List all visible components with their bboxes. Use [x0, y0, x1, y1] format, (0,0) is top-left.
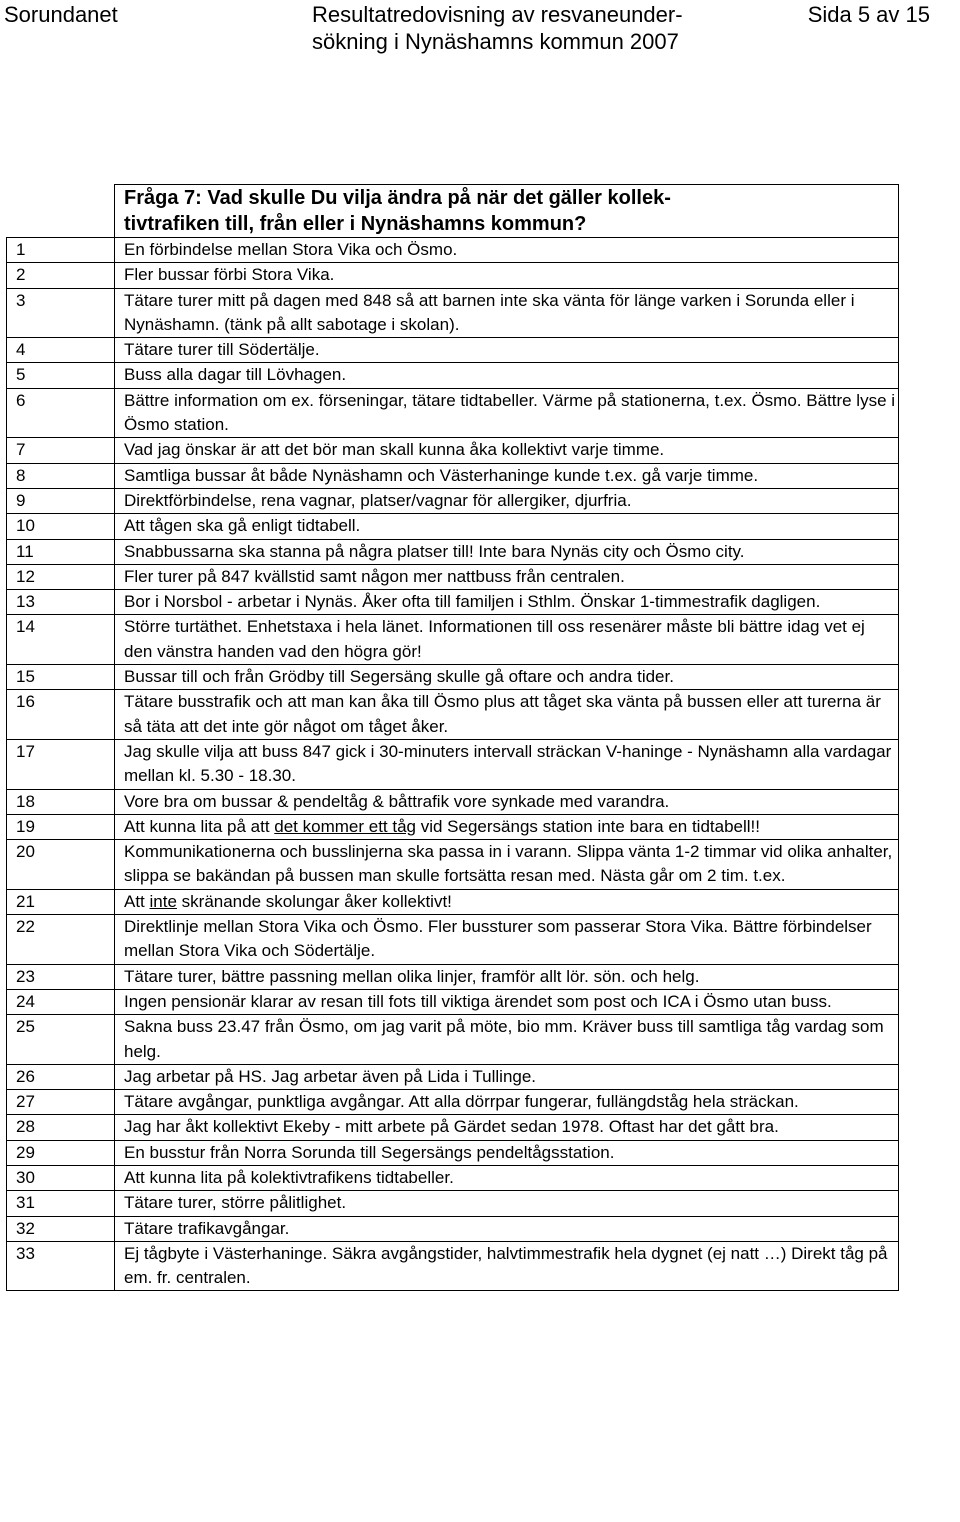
table-row [7, 388, 899, 438]
row-answer [115, 889, 899, 914]
row-answer: Tätare avgångar, punktliga avgångar. Att alla dörrpar fungerar, fullängdståg hela sträckan. [115, 1090, 899, 1115]
row-answer: Bussar till och från Grödby till Segersäng skulle gå oftare och andra tider. [115, 665, 899, 690]
row-number: 15 [7, 665, 115, 690]
table-row [7, 288, 899, 338]
table-row [7, 1191, 899, 1216]
header-title-line2: sökning i Nynäshamns kommun 2007 [312, 29, 679, 54]
row-answer: Snabbussarna ska stanna på några platser till! Inte bara Nynäs city och Ösmo city. [115, 539, 899, 564]
header-org: Sorundanet [4, 2, 118, 27]
row-answer: En förbindelse mellan Stora Vika och Ösmo. [115, 238, 899, 263]
row-number: 18 [7, 789, 115, 814]
row-answer: Större turtäthet. Enhetstaxa i hela länet. Informationen till oss resenärer måste bli bättre idag vet ej den vänstra handen vad den högra gör! [115, 615, 899, 665]
row-number: 16 [7, 690, 115, 740]
table-row [7, 665, 899, 690]
row-answer: Tätare turer mitt på dagen med 848 så att barnen inte ska vänta för länge varken i Sorunda eller i Nynäshamn. (tänk på allt sabotage i skolan). [115, 288, 899, 338]
table-row [7, 539, 899, 564]
answer-text-part: Att kunna lita på att [124, 816, 275, 836]
row-answer [115, 814, 899, 839]
row-answer: Tätare trafikavgångar. [115, 1216, 899, 1241]
row-answer: Tätare turer till Södertälje. [115, 338, 899, 363]
table-row [7, 590, 899, 615]
row-number: 13 [7, 590, 115, 615]
table-row [7, 840, 899, 890]
row-number: 9 [7, 488, 115, 513]
row-number: 33 [7, 1241, 115, 1291]
table-row [7, 889, 899, 914]
table-row [7, 488, 899, 513]
underlined-text: inte [149, 891, 177, 911]
table-row [7, 739, 899, 789]
table-row [7, 1090, 899, 1115]
table-row [7, 1216, 899, 1241]
table-row [7, 263, 899, 288]
row-number: 10 [7, 514, 115, 539]
row-answer: Kommunikationerna och busslinjerna ska passa in i varann. Slippa vänta 1-2 timmar vid olika anhalter, slippa se bakändan på bussen man skulle fortsätta resan med. Nästa går om 2 tim. t.ex. [115, 840, 899, 890]
row-answer: Fler bussar förbi Stora Vika. [115, 263, 899, 288]
row-answer: Bor i Norsbol - arbetar i Nynäs. Åker ofta till familjen i Sthlm. Önskar 1-timmestrafik dagligen. [115, 590, 899, 615]
answer-text-part: skränande skolungar åker kollektivt! [176, 891, 452, 911]
row-number: 7 [7, 438, 115, 463]
row-answer: Vore bra om bussar & pendeltåg & båttrafik vore synkade med varandra. [115, 789, 899, 814]
table-row [7, 338, 899, 363]
row-answer: Tätare turer, bättre passning mellan olika linjer, framför allt lör. sön. och helg. [115, 964, 899, 989]
table-row [7, 363, 899, 388]
row-number: 3 [7, 288, 115, 338]
row-answer: Ej tågbyte i Västerhaninge. Säkra avgångstider, halvtimmestrafik hela dygnet (ej natt …) Direkt tåg på em. fr. centralen. [115, 1241, 899, 1291]
table-row [7, 989, 899, 1014]
table-row [7, 1015, 899, 1065]
row-answer: Samtliga bussar åt både Nynäshamn och Västerhaninge kunde t.ex. gå varje timme. [115, 463, 899, 488]
table-row [7, 238, 899, 263]
table-row [7, 564, 899, 589]
row-number: 21 [7, 889, 115, 914]
row-number: 11 [7, 539, 115, 564]
row-number: 29 [7, 1140, 115, 1165]
row-number: 23 [7, 964, 115, 989]
row-number: 1 [7, 238, 115, 263]
header-page-number: Sida 5 av 15 [807, 2, 930, 27]
question-title-line2: tivtrafiken till, från eller i Nynäshamns kommun? [124, 213, 587, 235]
table-row [7, 1115, 899, 1140]
row-number: 25 [7, 1015, 115, 1065]
question-title-line1: Fråga 7: Vad skulle Du vilja ändra på när det gäller kollek- [124, 187, 671, 209]
row-number: 24 [7, 989, 115, 1014]
row-answer: Jag arbetar på HS. Jag arbetar även på Lida i Tullinge. [115, 1064, 899, 1089]
table-row [7, 1241, 899, 1291]
row-number: 19 [7, 814, 115, 839]
row-number: 31 [7, 1191, 115, 1216]
table-row [7, 463, 899, 488]
page-header [0, 0, 960, 60]
table-row [7, 615, 899, 665]
row-answer: Ingen pensionär klarar av resan till fots till viktiga ärendet som post och ICA i Ösmo utan buss. [115, 989, 899, 1014]
table-row [7, 514, 899, 539]
answer-text-part: Att [124, 891, 150, 911]
answers-table-body [7, 185, 899, 1291]
row-answer: Fler turer på 847 kvällstid samt någon mer nattbuss från centralen. [115, 564, 899, 589]
table-row [7, 814, 899, 839]
row-number: 6 [7, 388, 115, 438]
row-answer: Att tågen ska gå enligt tidtabell. [115, 514, 899, 539]
row-answer: Vad jag önskar är att det bör man skall kunna åka kollektivt varje timme. [115, 438, 899, 463]
row-number: 17 [7, 739, 115, 789]
question-row [7, 185, 899, 238]
table-row [7, 1064, 899, 1089]
table-row [7, 789, 899, 814]
row-number: 4 [7, 338, 115, 363]
question-title [115, 185, 899, 238]
answers-table [6, 184, 899, 1291]
table-row [7, 1165, 899, 1190]
row-number: 27 [7, 1090, 115, 1115]
row-answer: Direktförbindelse, rena vagnar, platser/vagnar för allergiker, djurfria. [115, 488, 899, 513]
row-answer: Buss alla dagar till Lövhagen. [115, 363, 899, 388]
row-answer: Sakna buss 23.47 från Ösmo, om jag varit på möte, bio mm. Kräver buss till samtliga tåg vardag som helg. [115, 1015, 899, 1065]
row-number: 30 [7, 1165, 115, 1190]
row-answer: Jag har åkt kollektivt Ekeby - mitt arbete på Gärdet sedan 1978. Oftast har det gått bra. [115, 1115, 899, 1140]
row-number: 8 [7, 463, 115, 488]
row-number: 26 [7, 1064, 115, 1089]
row-answer: En busstur från Norra Sorunda till Segersängs pendeltågsstation. [115, 1140, 899, 1165]
header-title-line1: Resultatredovisning av resvaneunder- [312, 2, 683, 27]
answer-text-part: vid Segersängs station inte bara en tidtabell!! [416, 816, 760, 836]
header-title [312, 1, 752, 55]
row-number: 5 [7, 363, 115, 388]
row-answer: Jag skulle vilja att buss 847 gick i 30-minuters intervall sträckan V-haninge - Nynäshamn alla vardagar mellan kl. 5.30 - 18.30. [115, 739, 899, 789]
table-row [7, 964, 899, 989]
question-num-cell [7, 185, 115, 238]
table-row [7, 1140, 899, 1165]
row-answer: Bättre information om ex. förseningar, tätare tidtabeller. Värme på stationerna, t.ex. Ösmo. Bättre lyse i Ösmo station. [115, 388, 899, 438]
underlined-text: det kommer ett tåg [274, 816, 416, 836]
row-answer: Direktlinje mellan Stora Vika och Ösmo. Fler bussturer som passerar Stora Vika. Bättre förbindelser mellan Stora Vika och Södertälje. [115, 915, 899, 965]
row-number: 12 [7, 564, 115, 589]
row-answer: Tätare busstrafik och att man kan åka till Ösmo plus att tåget ska vänta på bussen eller att turerna är så täta att det inte gör något om tåget åker. [115, 690, 899, 740]
table-row [7, 690, 899, 740]
table-row [7, 438, 899, 463]
row-answer: Tätare turer, större pålitlighet. [115, 1191, 899, 1216]
row-number: 14 [7, 615, 115, 665]
table-row [7, 915, 899, 965]
row-number: 20 [7, 840, 115, 890]
row-number: 22 [7, 915, 115, 965]
row-number: 28 [7, 1115, 115, 1140]
row-answer: Att kunna lita på kolektivtrafikens tidtabeller. [115, 1165, 899, 1190]
row-number: 32 [7, 1216, 115, 1241]
row-number: 2 [7, 263, 115, 288]
